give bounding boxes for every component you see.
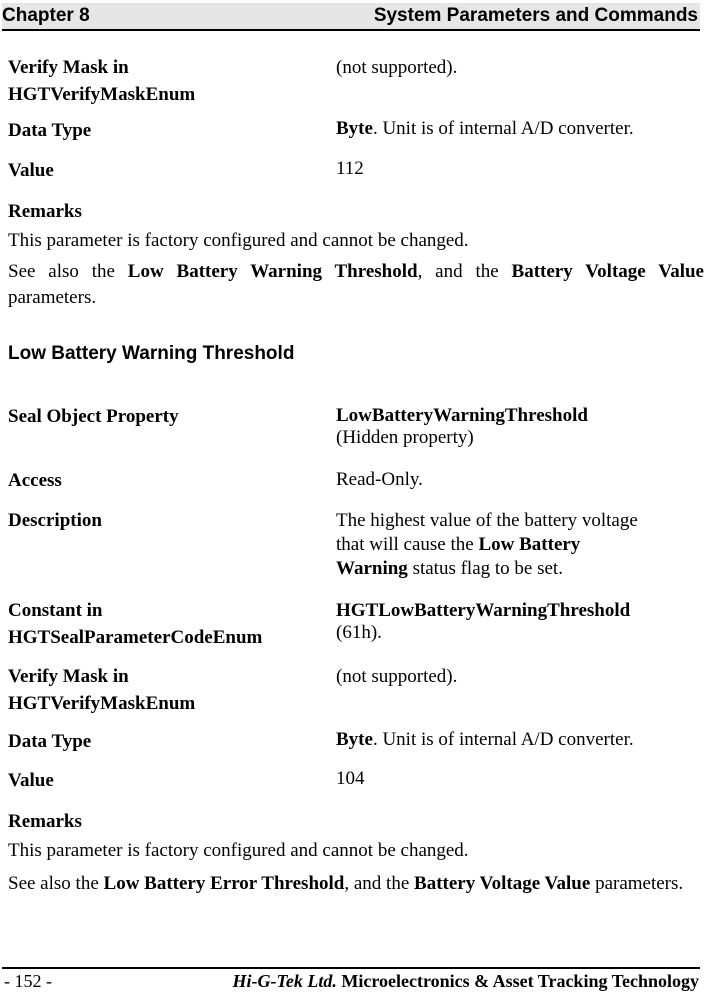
footer-company: [233, 970, 699, 992]
data-type-label: Data Type: [8, 120, 92, 141]
access-label: Access: [8, 470, 62, 491]
value-value: 112: [336, 158, 364, 179]
data-type-value-2: Byte. Unit is of internal A/D converter.: [336, 729, 634, 750]
remarks-heading: Remarks: [8, 201, 82, 222]
footer-rule: [2, 967, 700, 969]
page-header: [2, 3, 700, 31]
verify-mask-label-2: Verify Mask in HGTVerifyMaskEnum: [8, 666, 196, 714]
section-heading: Low Battery Warning Threshold: [8, 343, 295, 364]
page-number: - 152 -: [4, 971, 52, 991]
seal-object-value: LowBatteryWarningThreshold (Hidden property): [336, 405, 588, 448]
constant-label: Constant in HGTSealParameterCodeEnum: [8, 600, 263, 648]
data-type-label-2: Data Type: [8, 731, 92, 752]
data-type-value: Byte. Unit is of internal A/D converter.: [336, 118, 634, 139]
chapter-label: Chapter 8: [2, 5, 90, 26]
see-also-text-2: See also the Low Battery Error Threshold, and the Battery Voltage Value parameters.: [8, 873, 684, 894]
description-value: The highest value of the battery voltage that will cause the Low Battery Warning status flag to be set.: [336, 510, 638, 579]
verify-mask-value: (not supported).: [336, 57, 458, 78]
value-label-2: Value: [8, 770, 54, 791]
company-name: Hi-G-Tek Ltd.: [232, 971, 337, 991]
remarks-heading-2: Remarks: [8, 811, 82, 832]
description-label: Description: [8, 510, 102, 531]
header-title: System Parameters and Commands: [373, 5, 698, 26]
company-tagline: Microelectronics & Asset Tracking Technology: [341, 971, 699, 991]
verify-mask-value-2: (not supported).: [336, 666, 458, 687]
verify-mask-label: Verify Mask in HGTVerifyMaskEnum: [8, 57, 196, 105]
seal-object-label: Seal Object Property: [8, 406, 179, 427]
value-value-2: 104: [336, 768, 365, 789]
value-label: Value: [8, 160, 54, 181]
see-also-text: See also the Low Battery Warning Threshold, and the Battery Voltage Value parameters.: [8, 261, 704, 308]
constant-value: HGTLowBatteryWarningThreshold (61h).: [336, 600, 631, 643]
access-value: Read-Only.: [336, 469, 423, 490]
remarks-text: This parameter is factory configured and cannot be changed.: [8, 230, 469, 251]
remarks-text-2: This parameter is factory configured and cannot be changed.: [8, 840, 469, 861]
